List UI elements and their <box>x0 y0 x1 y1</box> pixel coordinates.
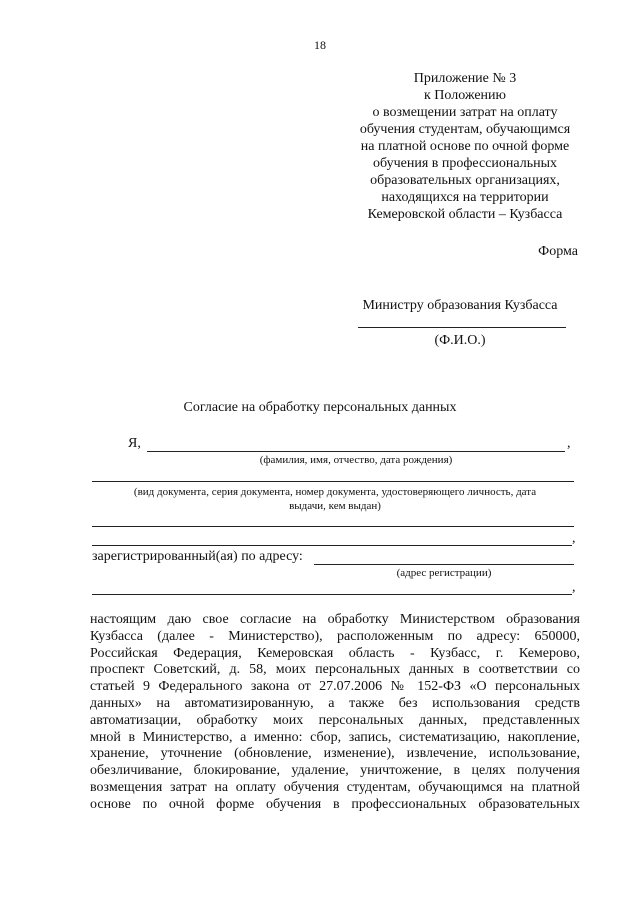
appendix-line: о возмещении затрат на оплату <box>372 105 558 120</box>
body-line: Кузбасса (далее - Министерство), расположенным по адресу: 650000, <box>90 628 580 644</box>
body-line: мной в Министерство, а именно: сбор, запись, систематизацию, накопление, <box>90 729 580 745</box>
addressee-fio-line[interactable] <box>358 327 566 328</box>
appendix-line: обучения студентам, обучающимся <box>359 122 571 137</box>
appendix-line: находящихся на территории <box>381 190 549 205</box>
document-field-line-2[interactable] <box>92 526 574 527</box>
address-field-line[interactable] <box>314 564 574 565</box>
document-field-line-3[interactable] <box>92 545 572 546</box>
body-line: обезличивание, блокирование, удаление, уничтожение, в целях получения <box>90 763 580 779</box>
fio-caption: (Ф.И.О.) <box>434 333 486 348</box>
page-number: 18 <box>314 38 326 52</box>
appendix-line: на платной основе по очной форме <box>360 139 570 154</box>
name-field-line[interactable] <box>147 451 565 452</box>
body-line: статьей 9 Федерального закона от 27.07.2006 № 152-ФЗ «О персональных <box>90 679 580 695</box>
addressee-title: Министру образования Кузбасса <box>362 298 558 313</box>
appendix-line: образовательных организациях, <box>370 173 560 188</box>
document-comma: , <box>572 531 576 546</box>
body-line: автоматизации, обработку моих персональных данных, представленных <box>90 712 580 728</box>
form-label: Форма <box>538 244 578 259</box>
body-line: основе по очной форме обучения в профессиональных образовательных <box>90 796 580 812</box>
i-prefix: Я, <box>128 436 141 451</box>
consent-body <box>90 612 580 814</box>
address-field-line-2[interactable] <box>92 594 572 595</box>
consent-title: Согласие на обработку персональных данных <box>183 400 457 415</box>
appendix-line: обучения в профессиональных <box>372 156 558 171</box>
body-line: хранение, уточнение (обновление, изменение), извлечение, использование, <box>90 746 580 762</box>
name-hint: (фамилия, имя, отчество, дата рождения) <box>259 454 453 466</box>
appendix-line: к Положению <box>423 88 506 103</box>
appendix-header <box>330 70 600 223</box>
body-line: Российская Федерация, Кемеровская область - Кузбасс, г. Кемерово, <box>90 645 580 661</box>
body-line: настоящим даю свое согласие на обработку Министерством образования <box>90 612 580 627</box>
appendix-line: Кемеровской области – Кузбасса <box>367 207 563 222</box>
body-line: данных» на автоматизированную, а также без использования средств <box>90 695 580 711</box>
address-comma: , <box>572 580 576 595</box>
document-field-line[interactable] <box>92 481 574 482</box>
body-line: проспект Советский, д. 58, моих персональных данных в соответствии со <box>90 662 580 678</box>
appendix-line: Приложение № 3 <box>413 71 517 86</box>
name-comma: , <box>567 436 571 451</box>
registered-label: зарегистрированный(ая) по адресу: <box>92 549 303 564</box>
address-hint: (адрес регистрации) <box>396 567 492 579</box>
body-line: возмещения затрат на оплату обучения студентам, обучающимся на платной <box>90 779 580 795</box>
document-hint-line2: выдачи, кем выдан) <box>289 500 381 512</box>
document-hint-line1: (вид документа, серия документа, номер документа, удостоверяющего личность, дата <box>133 486 537 498</box>
